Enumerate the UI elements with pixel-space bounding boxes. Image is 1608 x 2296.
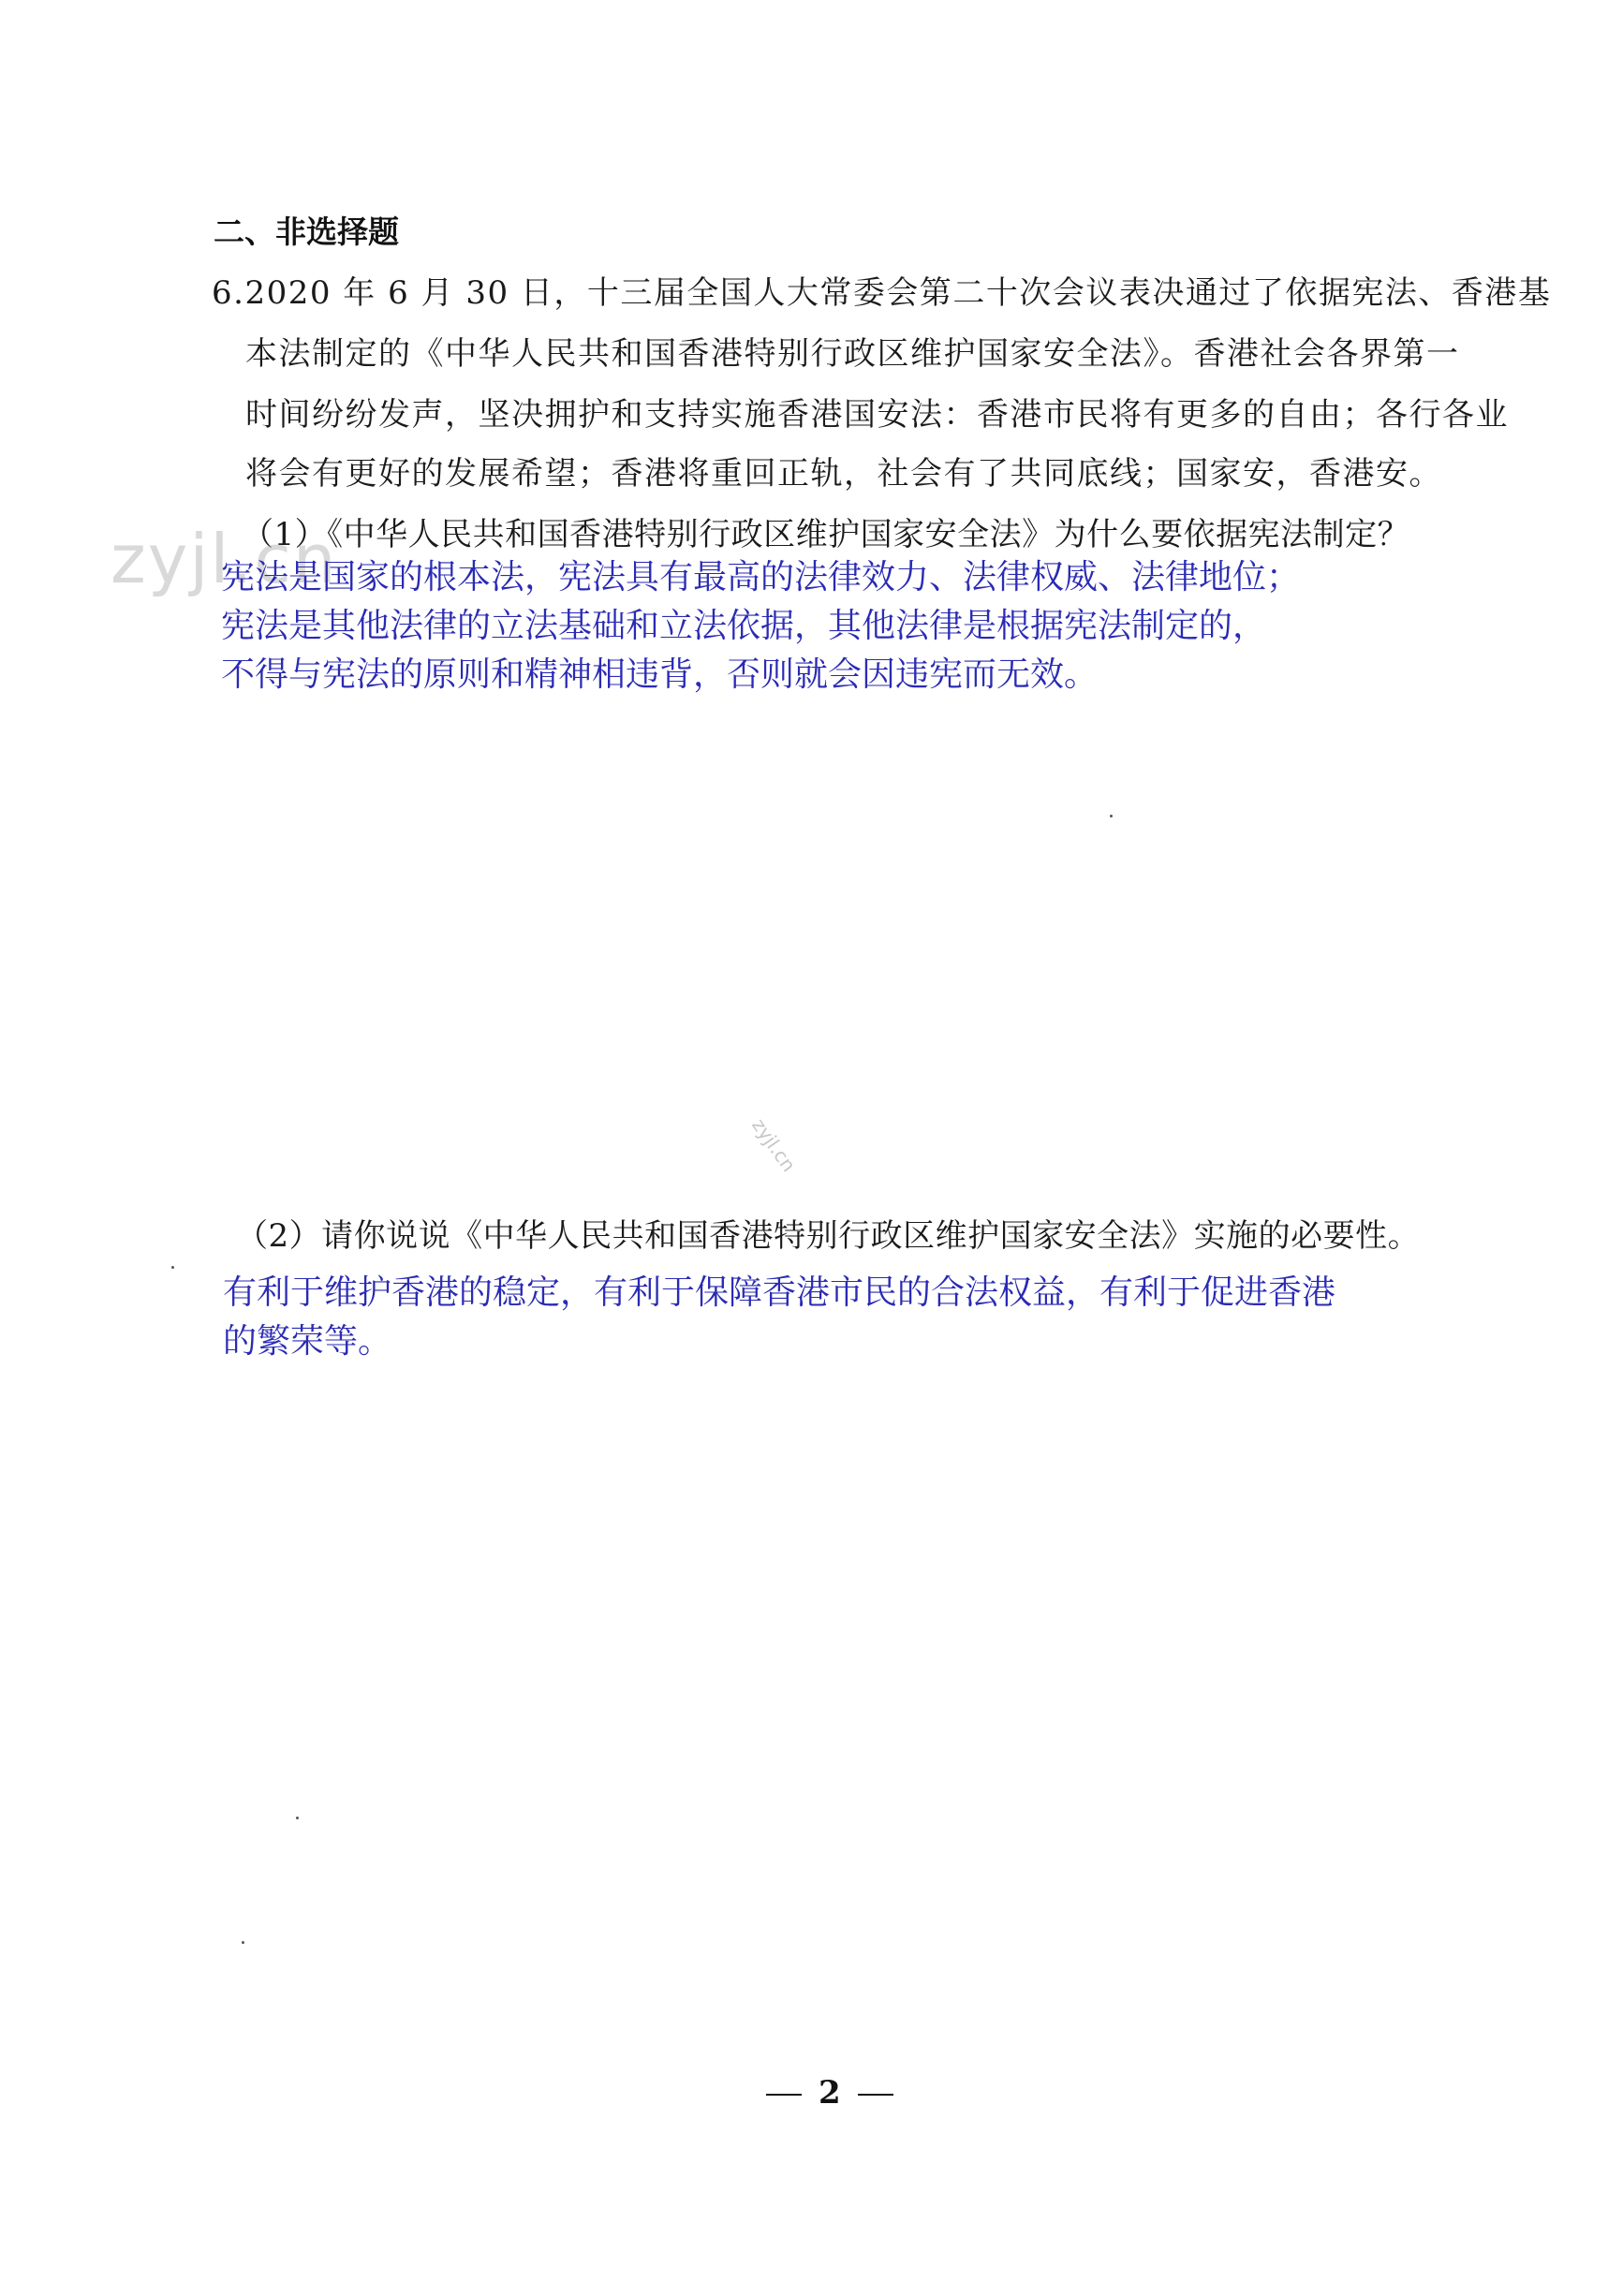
answer-1-line-1: 宪法是国家的根本法，宪法具有最高的法律效力、法律权威、法律地位； [221,558,1301,596]
question-line-3: 时间纷纷发声，坚决拥护和支持实施香港国安法：香港市民将有更多的自由；各行各业 [245,396,1509,434]
question-line-4: 将会有更好的发展希望；香港将重回正轨，社会有了共同底线；国家安，香港安。 [245,455,1442,493]
question-line-2: 本法制定的《中华人民共和国香港特别行政区维护国家安全法》。香港社会各界第一 [245,335,1460,373]
dash-right [858,2094,893,2096]
scan-speck [296,1817,299,1819]
answer-2-line-2: 的繁荣等。 [223,1322,392,1361]
page-number-value: 2 [819,2074,841,2112]
answer-2-line-1: 有利于维护香港的稳定，有利于保障香港市民的合法权益，有利于促进香港 [223,1273,1336,1312]
answer-1-line-2: 宪法是其他法律的立法基础和立法依据，其他法律是根据宪法制定的， [221,607,1267,645]
sub-question-2: （2）请你说说《中华人民共和国香港特别行政区维护国家安全法》实施的必要性。 [236,1217,1421,1255]
page-number [749,2074,910,2112]
watermark: zyjl.cn [111,520,338,598]
scan-speck [1110,815,1113,817]
question-line-1: 6.2020 年 6 月 30 日，十三届全国人大常委会第二十次会议表决通过了依据宪法、香港基 [212,274,1552,312]
scan-speck [171,1266,174,1269]
answer-1-line-3: 不得与宪法的原则和精神相违背，否则就会因违宪而无效。 [221,655,1099,694]
watermark-small: zyjl.cn [747,1114,801,1176]
scan-speck [242,1941,244,1944]
sub-question-1: （1）《中华人民共和国香港特别行政区维护国家安全法》为什么要依据宪法制定？ [242,516,1410,553]
section-title: 二、非选择题 [214,213,399,250]
dash-left [766,2094,802,2096]
